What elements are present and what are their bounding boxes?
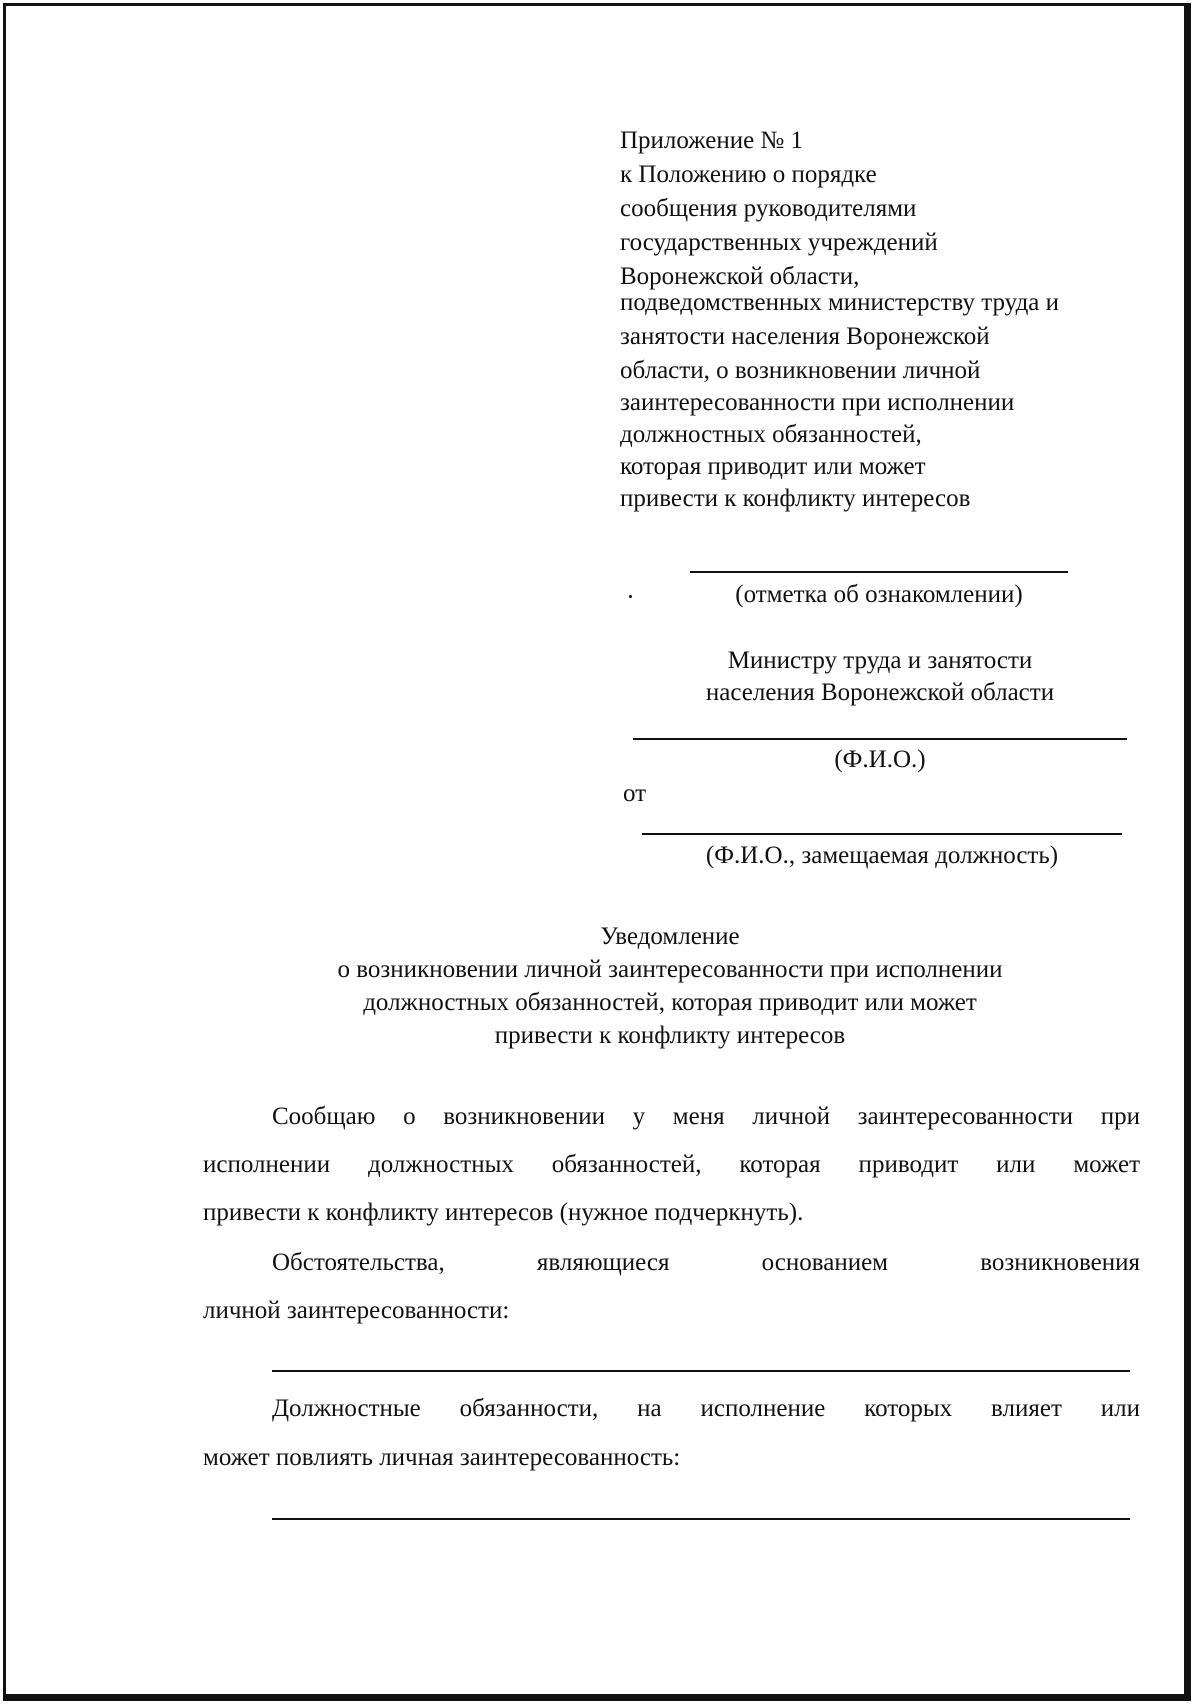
notice-subtitle-line: привести к конфликту интересов bbox=[494, 1022, 846, 1049]
appendix-line: области, о возникновении личной bbox=[620, 357, 981, 384]
scan-speck bbox=[629, 595, 632, 598]
body-paragraph-line: Обстоятельства, являющиеся основанием возникновения bbox=[272, 1249, 1140, 1276]
body-paragraph-line: Сообщаю о возникновении у меня личной заинтересованности при bbox=[272, 1103, 1140, 1130]
addressee-fio-line bbox=[633, 738, 1127, 740]
acknowledgement-line bbox=[690, 571, 1068, 573]
body-paragraph-line: Должностные обязанности, на исполнение которых влияет или bbox=[272, 1395, 1140, 1422]
body-paragraph-line: личной заинтересованности: bbox=[203, 1297, 510, 1324]
appendix-line: должностных обязанностей, bbox=[620, 421, 922, 448]
appendix-line: привести к конфликту интересов bbox=[620, 485, 971, 512]
appendix-line: подведомственных министерству труда и bbox=[620, 289, 1060, 316]
addressee-line: населения Воронежской области bbox=[705, 679, 1055, 706]
appendix-line: которая приводит или может bbox=[620, 453, 926, 480]
body-paragraph-line: может повлиять личная заинтересованность: bbox=[203, 1444, 681, 1471]
appendix-line: государственных учреждений bbox=[620, 229, 938, 256]
circumstances-fill-line bbox=[272, 1370, 1130, 1372]
appendix-line: занятости населения Воронежской bbox=[620, 323, 990, 350]
notice-heading: Уведомление bbox=[600, 923, 740, 950]
body-paragraph-line: привести к конфликту интересов (нужное подчеркнуть). bbox=[203, 1199, 804, 1226]
addressee-fio-caption: (Ф.И.О.) bbox=[834, 746, 926, 773]
notice-subtitle-line: должностных обязанностей, которая приводит или может bbox=[363, 989, 977, 1016]
body-paragraph-line: исполнении должностных обязанностей, которая приводит или может bbox=[203, 1151, 1140, 1178]
appendix-title: Приложение № 1 bbox=[620, 127, 804, 154]
duties-fill-line bbox=[272, 1518, 1130, 1520]
sender-line bbox=[642, 833, 1122, 835]
addressee-line: Министру труда и занятости bbox=[727, 647, 1033, 674]
appendix-line: сообщения руководителями bbox=[620, 195, 917, 222]
acknowledgement-caption: (отметка об ознакомлении) bbox=[735, 581, 1023, 608]
appendix-line: заинтересованности при исполнении bbox=[620, 389, 1015, 416]
from-label: от bbox=[623, 780, 647, 807]
notice-subtitle-line: о возникновении личной заинтересованности при исполнении bbox=[337, 956, 1003, 983]
sender-caption: (Ф.И.О., замещаемая должность) bbox=[705, 842, 1059, 869]
appendix-line: к Положению о порядке bbox=[620, 161, 877, 188]
appendix-line: Воронежской области, bbox=[620, 263, 860, 290]
